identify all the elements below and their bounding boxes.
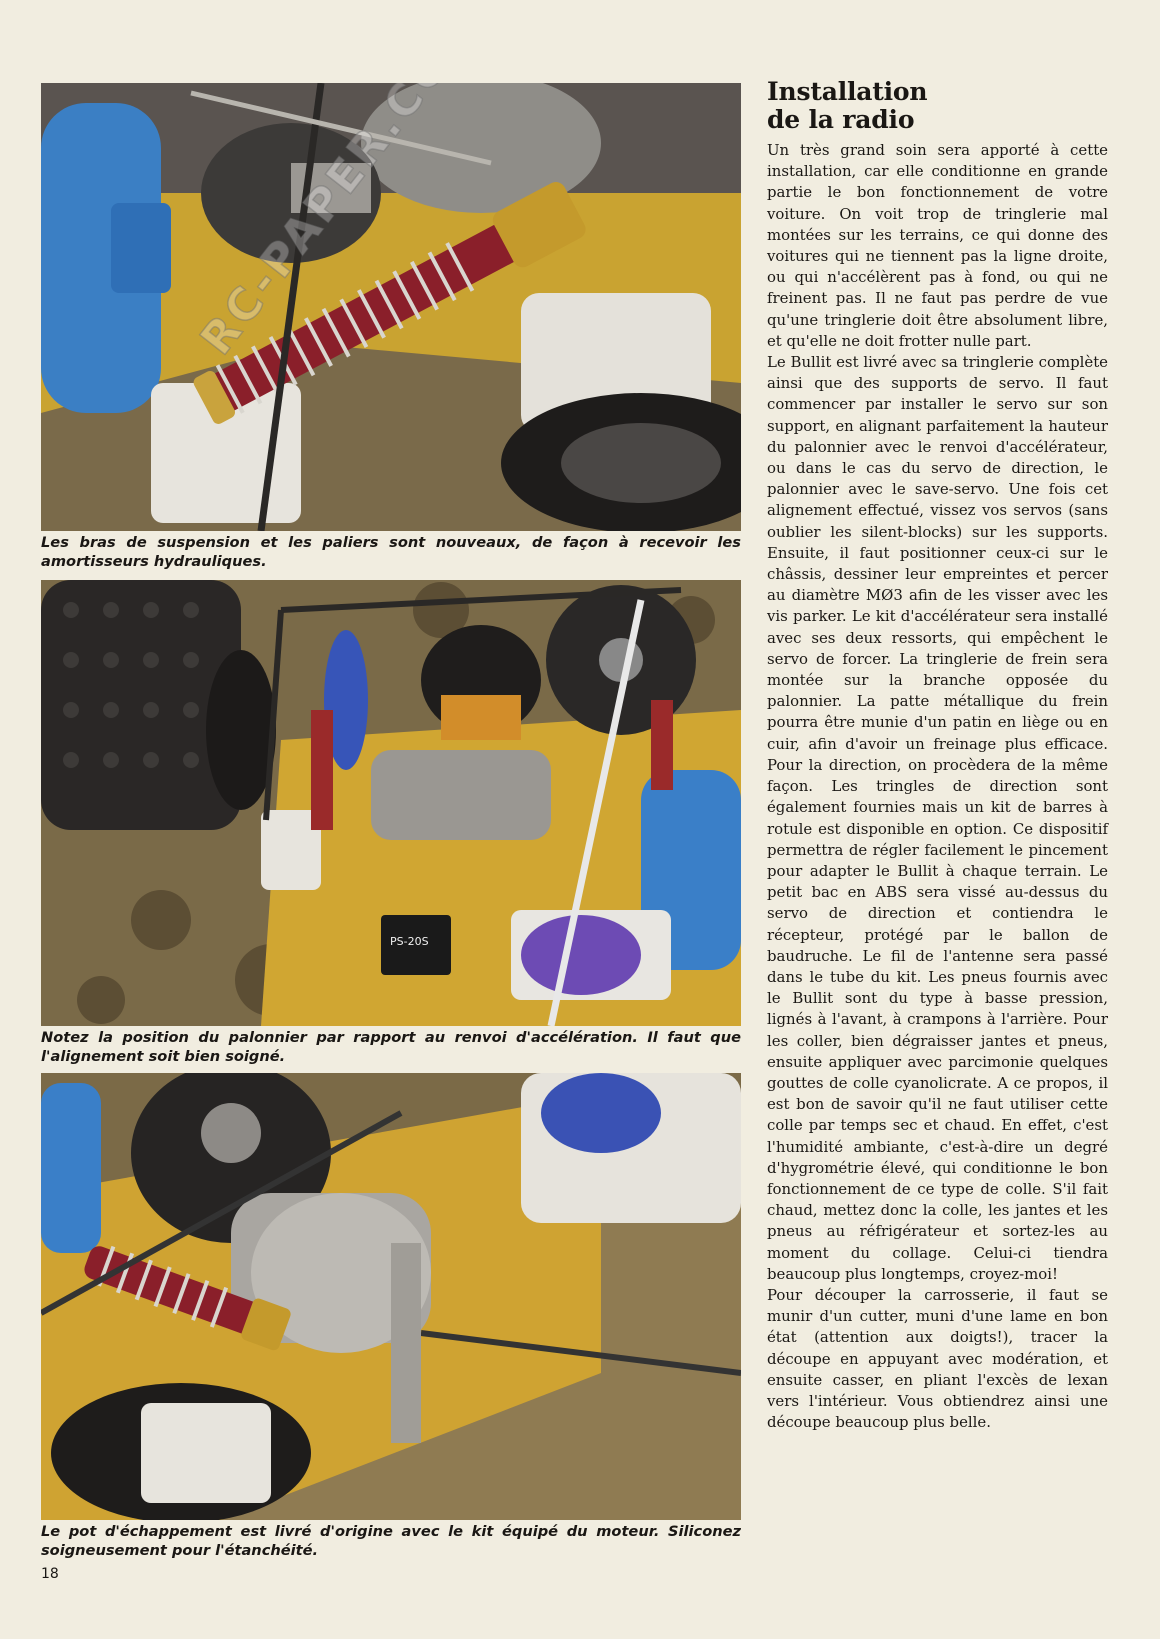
photo-caption-1: Les bras de suspension et les paliers sont nouveaux, de façon à recevoir les amortisseurs hydrauliques. [41, 534, 741, 570]
article-title [767, 78, 1108, 134]
photo-caption-2: Notez la position du palonnier par rapport au renvoi d'accélération. Il faut que l'alignement soit bien soigné. [41, 1029, 741, 1065]
photo-suspension [41, 83, 741, 531]
photo-exhaust [41, 1073, 741, 1520]
engine-servo-illustration [41, 580, 741, 1026]
page-number: 18 [41, 1566, 59, 1582]
article-paragraph-3: Pour découper la carrosserie, il faut se munir d'un cutter, muni d'une lame en bon état (attention aux doigts!), tracer la découpe en appuyant avec modération, et ensuite casser, en pliant l'excès de lexan vers l'intérieur. Vous obtiendrez ainsi une découpe beaucoup plus belle. [767, 1285, 1108, 1432]
article [767, 78, 1108, 1433]
article-body [767, 140, 1108, 1433]
article-paragraph-1: Un très grand soin sera apporté à cette installation, car elle conditionne en grande partie le bon fonctionnement de votre voiture. On voit trop de tringlerie mal montées sur les terrains, ce qui donne des voitures qui ne tiennent pas la ligne droite, ou qui n'accélèrent pas à fond, ou qui ne freinent pas. Il ne faut pas perdre de vue qu'une tringlerie doit être absolument libre, et qu'elle ne doit frotter nulle part. [767, 141, 1108, 350]
article-paragraph-2: Le Bullit est livré avec sa tringlerie complète ainsi que des supports de servo. Il faut commencer par installer le servo sur son support, en alignant parfaitement la hauteur du palonnier avec le renvoi d'accélérateur, ou dans le cas du servo de direction, le palonnier avec le save-servo. Une fois cet alignement effectué, vissez vos servos (sans oublier les silent-blocks) sur les supports. Ensuite, il faut positionner ceux-ci sur le châssis, dessiner leur empreintes et percer au diamètre MØ3 afin de les visser avec les vis parker. Le kit d'accélérateur sera installé avec ses deux ressorts, qui empêchent le servo de forcer. La tringlerie de frein sera montée sur la branche opposée du palonnier. La patte métallique du frein pourra être munie d'un patin en liège ou en cuir, afin d'avoir un freinage plus efficace. Pour la direction, on procèdera de la même façon. Les tringles de direction sont également fournies mais un kit de barres à rotule est disponible en option. Ce dispositif permettra de régler facilement le pincement pour adapter le Bullit à chaque terrain. Le petit bac en ABS sera vissé au-dessus du servo de direction et contiendra le récepteur, protégé par le ballon de baudruche. Le fil de l'antenne sera passé dans le tube du kit. Les pneus fournis avec le Bullit sont du type à basse pression, lignés à l'avant, à crampons à l'arrière. Pour les coller, bien dégraisser jantes et pneus, ensuite appliquer avec parcimonie quelques gouttes de colle cyanolicrate. A ce propos, il est bon de savoir qu'il ne faut utiliser cette colle par temps sec et chaud. En effet, c'est l'humidité ambiante, c'est-à-dire un degré d'hygrométrie élevé, qui conditionne le bon fonctionnement de ce type de colle. S'il fait chaud, mettez donc la colle, les jantes et les pneus au réfrigérateur et sortez-les au moment du collage. Celui-ci tiendra beaucoup plus longtemps, croyez-moi! [767, 353, 1108, 1283]
suspension-illustration [41, 83, 741, 531]
exhaust-illustration [41, 1073, 741, 1520]
article-title-line-2: de la radio [767, 105, 915, 134]
article-title-line-1: Installation [767, 77, 928, 106]
servo-label: PS-20S [390, 935, 429, 948]
photo-caption-3: Le pot d'échappement est livré d'origine avec le kit équipé du moteur. Siliconez soigneusement pour l'étanchéité. [41, 1523, 741, 1559]
photo-engine-servo [41, 580, 741, 1026]
